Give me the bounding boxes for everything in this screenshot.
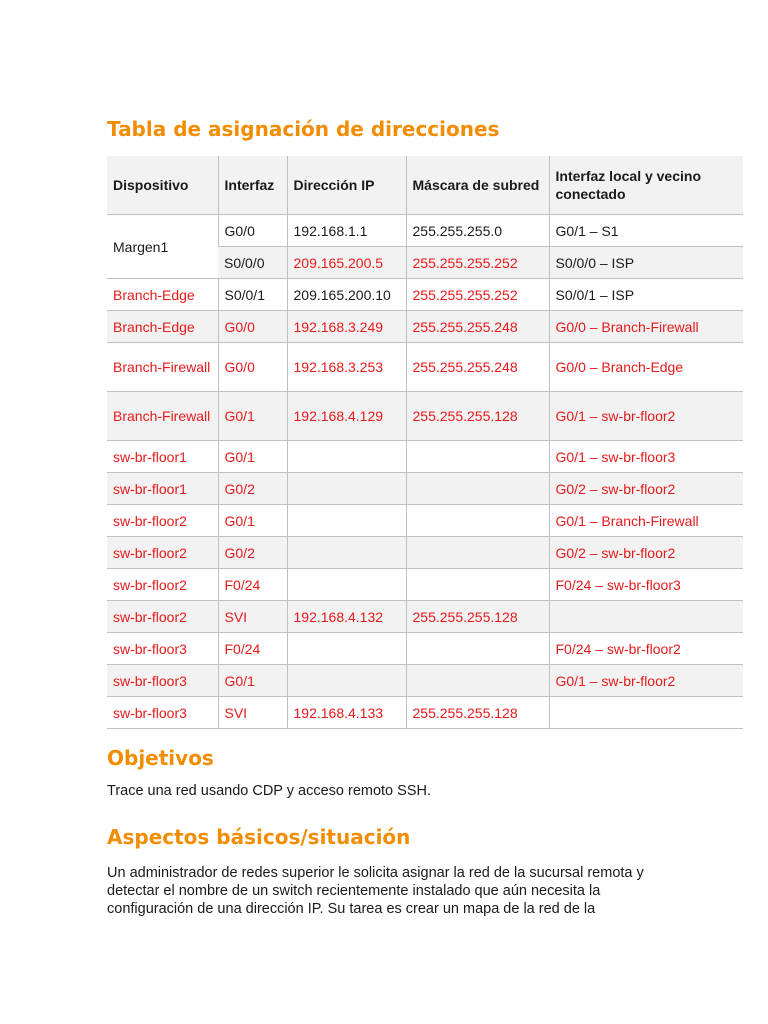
cell-device: sw-br-floor3 — [107, 697, 218, 729]
cell-interface: G0/0 — [218, 311, 287, 343]
cell-ip — [287, 537, 406, 569]
cell-ip — [287, 441, 406, 473]
cell-neighbor: F0/24 – sw-br-floor2 — [549, 633, 743, 665]
cell-interface: G0/2 — [218, 473, 287, 505]
header-interface: Interfaz — [218, 156, 287, 215]
header-device: Dispositivo — [107, 156, 218, 215]
table-header-row — [107, 156, 743, 215]
table-row — [107, 311, 743, 343]
cell-device: sw-br-floor1 — [107, 473, 218, 505]
cell-mask: 255.255.255.252 — [406, 247, 549, 279]
table-row — [107, 343, 743, 392]
cell-interface: S0/0/0 — [218, 247, 287, 279]
cell-neighbor: G0/0 – Branch-Firewall — [549, 311, 743, 343]
table-row — [107, 601, 743, 633]
cell-ip: 209.165.200.10 — [287, 279, 406, 311]
cell-neighbor — [549, 601, 743, 633]
cell-interface: G0/1 — [218, 441, 287, 473]
cell-device: sw-br-floor2 — [107, 601, 218, 633]
cell-mask: 255.255.255.0 — [406, 215, 549, 247]
cell-ip: 192.168.3.249 — [287, 311, 406, 343]
cell-ip: 192.168.1.1 — [287, 215, 406, 247]
objectives-text: Trace una red usando CDP y acceso remoto SSH. — [107, 783, 431, 799]
header-ip: Dirección IP — [287, 156, 406, 215]
cell-neighbor: G0/2 – sw-br-floor2 — [549, 473, 743, 505]
cell-device: Margen1 — [107, 215, 218, 279]
table-row — [107, 537, 743, 569]
cell-device: sw-br-floor3 — [107, 665, 218, 697]
cell-interface: SVI — [218, 601, 287, 633]
cell-mask — [406, 633, 549, 665]
cell-device: sw-br-floor3 — [107, 633, 218, 665]
cell-ip — [287, 505, 406, 537]
cell-device: Branch-Firewall — [107, 392, 218, 441]
cell-ip: 192.168.4.129 — [287, 392, 406, 441]
cell-interface: G0/2 — [218, 537, 287, 569]
cell-neighbor: G0/1 – Branch-Firewall — [549, 505, 743, 537]
table-row — [107, 665, 743, 697]
background-heading: Aspectos básicos/situación — [107, 825, 411, 849]
cell-interface: G0/1 — [218, 392, 287, 441]
cell-ip: 192.168.4.133 — [287, 697, 406, 729]
cell-mask: 255.255.255.128 — [406, 601, 549, 633]
cell-ip — [287, 569, 406, 601]
cell-ip — [287, 473, 406, 505]
cell-mask — [406, 537, 549, 569]
cell-interface: F0/24 — [218, 569, 287, 601]
table-row — [107, 279, 743, 311]
cell-interface: G0/1 — [218, 505, 287, 537]
table-row — [107, 215, 743, 247]
cell-ip — [287, 665, 406, 697]
cell-mask — [406, 473, 549, 505]
cell-mask — [406, 441, 549, 473]
background-text: Un administrador de redes superior le solicita asignar la red de la sucursal remota y detectar el nombre de un switch recientemente instalado que aún necesita la configuración de una dirección IP. Su tarea es crear un mapa de la red de la — [107, 865, 644, 917]
table-row — [107, 441, 743, 473]
cell-device: Branch-Edge — [107, 279, 218, 311]
cell-neighbor: G0/2 – sw-br-floor2 — [549, 537, 743, 569]
cell-interface: S0/0/1 — [218, 279, 287, 311]
cell-mask — [406, 569, 549, 601]
table-row — [107, 392, 743, 441]
cell-neighbor: F0/24 – sw-br-floor3 — [549, 569, 743, 601]
cell-mask: 255.255.255.128 — [406, 392, 549, 441]
cell-neighbor: S0/0/0 – ISP — [549, 247, 743, 279]
cell-mask — [406, 665, 549, 697]
cell-mask: 255.255.255.252 — [406, 279, 549, 311]
cell-neighbor: S0/0/1 – ISP — [549, 279, 743, 311]
cell-device: sw-br-floor2 — [107, 537, 218, 569]
table-title: Tabla de asignación de direcciones — [107, 117, 500, 141]
cell-ip — [287, 633, 406, 665]
cell-mask — [406, 505, 549, 537]
cell-device: Branch-Firewall — [107, 343, 218, 392]
cell-neighbor — [549, 697, 743, 729]
table-row — [107, 633, 743, 665]
cell-device: sw-br-floor2 — [107, 569, 218, 601]
address-table — [107, 156, 743, 729]
cell-neighbor: G0/1 – sw-br-floor2 — [549, 392, 743, 441]
header-neighbor: Interfaz local y vecino conectado — [549, 156, 743, 215]
cell-interface: G0/0 — [218, 215, 287, 247]
cell-neighbor: G0/1 – S1 — [549, 215, 743, 247]
cell-interface: G0/1 — [218, 665, 287, 697]
cell-interface: G0/0 — [218, 343, 287, 392]
cell-device: Branch-Edge — [107, 311, 218, 343]
cell-device: sw-br-floor2 — [107, 505, 218, 537]
cell-mask: 255.255.255.128 — [406, 697, 549, 729]
cell-interface: F0/24 — [218, 633, 287, 665]
table-row — [107, 473, 743, 505]
cell-neighbor: G0/0 – Branch-Edge — [549, 343, 743, 392]
cell-neighbor: G0/1 – sw-br-floor2 — [549, 665, 743, 697]
table-row — [107, 505, 743, 537]
cell-device: sw-br-floor1 — [107, 441, 218, 473]
header-mask: Máscara de subred — [406, 156, 549, 215]
objectives-heading: Objetivos — [107, 746, 214, 770]
cell-mask: 255.255.255.248 — [406, 311, 549, 343]
cell-neighbor: G0/1 – sw-br-floor3 — [549, 441, 743, 473]
table-row — [107, 569, 743, 601]
cell-mask: 255.255.255.248 — [406, 343, 549, 392]
cell-ip: 192.168.3.253 — [287, 343, 406, 392]
cell-interface: SVI — [218, 697, 287, 729]
cell-ip: 192.168.4.132 — [287, 601, 406, 633]
table-row — [107, 697, 743, 729]
cell-ip: 209.165.200.5 — [287, 247, 406, 279]
